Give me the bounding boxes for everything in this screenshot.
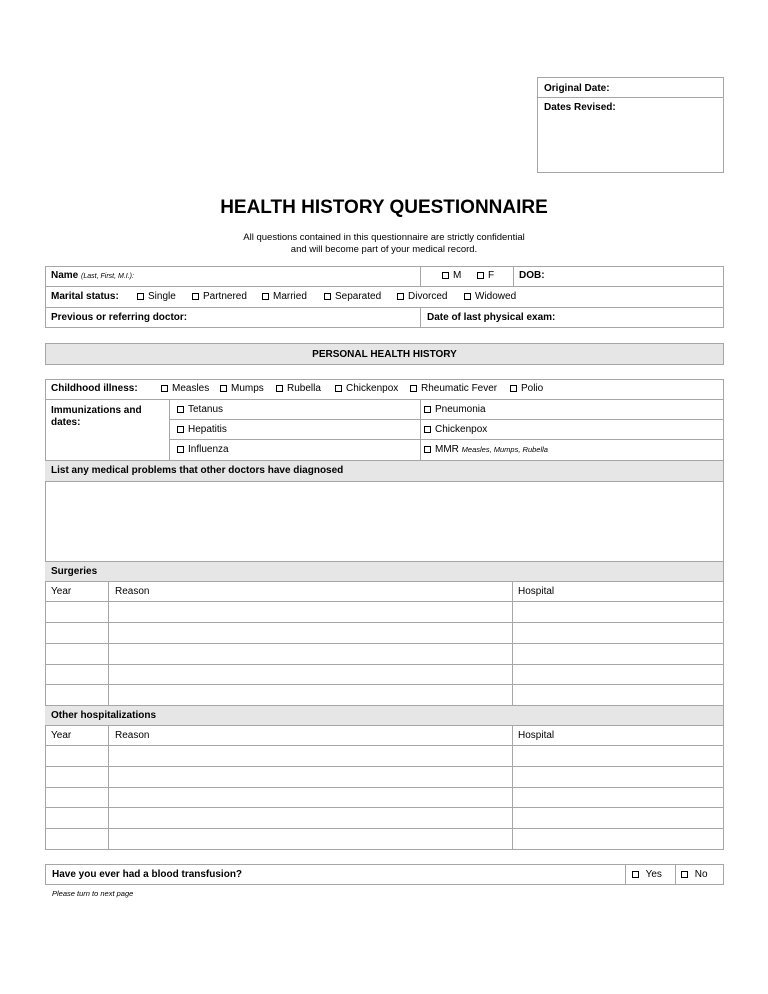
marital-widowed[interactable]: Widowed <box>464 291 516 303</box>
transfusion-yes[interactable]: Yes <box>632 869 662 881</box>
surgeries-column-headers <box>45 582 723 602</box>
hospitalizations-col-hospital: Hospital <box>518 730 555 741</box>
sex-m-option[interactable]: M <box>442 270 461 282</box>
checkbox-icon <box>161 385 168 392</box>
surgeries-col-hospital: Hospital <box>518 586 555 597</box>
hospitalizations-col-reason: Reason <box>115 730 150 741</box>
hospitalization-row[interactable] <box>45 829 723 850</box>
surgery-row[interactable] <box>45 665 723 685</box>
checkbox-icon <box>464 293 471 300</box>
surgeries-header: Surgeries <box>45 562 723 582</box>
checkbox-icon <box>410 385 417 392</box>
checkbox-icon <box>262 293 269 300</box>
marital-row <box>45 287 723 308</box>
immunization-tetanus[interactable]: Tetanus <box>177 404 223 416</box>
checkbox-icon <box>397 293 404 300</box>
immunizations-label-1: Immunizations and <box>51 405 142 416</box>
marital-married[interactable]: Married <box>262 291 307 303</box>
hospitalization-row[interactable] <box>45 746 723 767</box>
marital-label: Marital status: <box>51 291 119 302</box>
immunization-influenza[interactable]: Influenza <box>177 444 229 456</box>
doctor-row <box>45 308 723 328</box>
subtitle-line-1: All questions contained in this questionnaire are strictly confidential <box>243 232 525 243</box>
immunization-hepatitis[interactable]: Hepatitis <box>177 424 227 436</box>
marital-partnered[interactable]: Partnered <box>192 291 247 303</box>
medical-problems-field[interactable] <box>45 482 723 562</box>
childhood-polio[interactable]: Polio <box>510 383 543 395</box>
checkbox-icon <box>324 293 331 300</box>
checkbox-icon <box>177 426 184 433</box>
hospitalization-row[interactable] <box>45 788 723 808</box>
hospitalizations-column-headers <box>45 726 723 746</box>
hospitalizations-header: Other hospitalizations <box>45 706 723 726</box>
transfusion-row <box>45 864 724 885</box>
surgery-row[interactable] <box>45 685 723 706</box>
checkbox-icon <box>177 446 184 453</box>
sex-f-option[interactable]: F <box>477 270 494 282</box>
surgery-row[interactable] <box>45 623 723 644</box>
checkbox-icon <box>335 385 342 392</box>
medical-problems-header: List any medical problems that other doctors have diagnosed <box>45 461 723 482</box>
immunization-pneumonia[interactable]: Pneumonia <box>424 404 486 416</box>
checkbox-icon <box>510 385 517 392</box>
name-row <box>45 266 723 287</box>
page-title: HEALTH HISTORY QUESTIONNAIRE <box>220 197 548 218</box>
surgery-row[interactable] <box>45 602 723 623</box>
checkbox-icon <box>477 272 484 279</box>
immunization-mmr[interactable]: MMR Measles, Mumps, Rubella <box>424 444 548 456</box>
name-label: Name <box>51 270 79 281</box>
dob-label: DOB: <box>519 270 545 281</box>
revision-box <box>537 77 724 173</box>
checkbox-icon <box>192 293 199 300</box>
checkbox-icon <box>137 293 144 300</box>
section-header: PERSONAL HEALTH HISTORY <box>45 343 724 365</box>
checkbox-icon <box>681 871 688 878</box>
checkbox-icon <box>177 406 184 413</box>
childhood-rheumatic-fever[interactable]: Rheumatic Fever <box>410 383 497 395</box>
immunizations-block <box>45 400 723 461</box>
marital-separated[interactable]: Separated <box>324 291 381 303</box>
exam-label: Date of last physical exam: <box>427 312 556 323</box>
childhood-mumps[interactable]: Mumps <box>220 383 264 395</box>
surgery-row[interactable] <box>45 644 723 665</box>
subtitle-line-2: and will become part of your medical record. <box>290 244 478 255</box>
name-hint: (Last, First, M.I.): <box>81 273 134 280</box>
surgeries-col-reason: Reason <box>115 586 150 597</box>
dates-revised-label: Dates Revised: <box>544 102 616 113</box>
hospitalizations-col-year: Year <box>51 730 72 741</box>
childhood-illness-row <box>45 379 723 400</box>
hospitalization-row[interactable] <box>45 767 723 788</box>
childhood-label: Childhood illness: <box>51 383 138 394</box>
marital-divorced[interactable]: Divorced <box>397 291 447 303</box>
marital-single[interactable]: Single <box>137 291 176 303</box>
doctor-label: Previous or referring doctor: <box>51 312 188 323</box>
checkbox-icon <box>276 385 283 392</box>
surgeries-col-year: Year <box>51 586 72 597</box>
childhood-rubella[interactable]: Rubella <box>276 383 321 395</box>
childhood-measles[interactable]: Measles <box>161 383 209 395</box>
immunization-chickenpox[interactable]: Chickenpox <box>424 424 487 436</box>
hospitalization-row[interactable] <box>45 808 723 829</box>
checkbox-icon <box>424 426 431 433</box>
original-date-label: Original Date: <box>544 83 610 94</box>
checkbox-icon <box>424 446 431 453</box>
footer-note: Please turn to next page <box>52 889 134 898</box>
checkbox-icon <box>442 272 449 279</box>
childhood-chickenpox[interactable]: Chickenpox <box>335 383 398 395</box>
immunizations-label-2: dates: <box>51 417 81 428</box>
checkbox-icon <box>632 871 639 878</box>
transfusion-question: Have you ever had a blood transfusion? <box>52 869 243 880</box>
checkbox-icon <box>220 385 227 392</box>
transfusion-no[interactable]: No <box>681 869 708 881</box>
checkbox-icon <box>424 406 431 413</box>
